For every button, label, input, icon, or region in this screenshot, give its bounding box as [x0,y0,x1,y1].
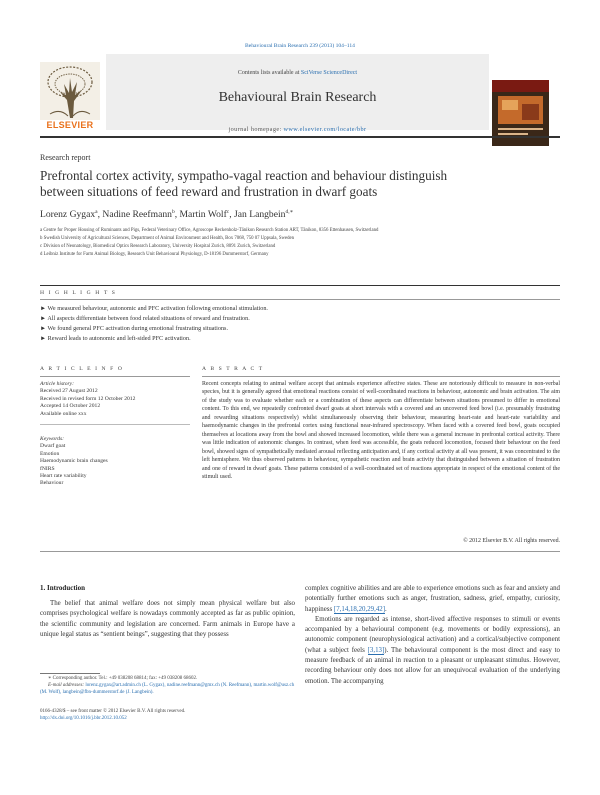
keyword: Dwarf goat [40,443,66,450]
author-affiliation-mark: a [95,209,98,215]
article-title-line-2: between situations of feed reward and frustration in dwarf goats [40,184,378,199]
email-links[interactable]: lorenz.gygax@art.admin.ch (L. Gygax), nadine.reefmann@gmx.ch (N. Reefmann), martin.wolf@usz.ch (M. Wolf), langbein@fbn-dummerstorf.de (J. Langbein). [40,683,295,695]
article-type: Research report [40,153,91,162]
introduction-paragraph [305,615,560,687]
citation-link[interactable]: [3,13] [367,646,385,654]
publisher-logo-text: ELSEVIER [46,120,94,130]
history-entry: Available online xxx [40,410,87,417]
author-name[interactable]: Lorenz Gygax [40,209,96,221]
abstract-text: Recent concepts relating to animal welfare accept that animals experience affective states. These are notoriously difficult to measure in non-verbal species, but it is generally agreed that emotional reactions consist of well-coordinated reactions in behaviour, autonomic and brain activation. The aim of the study was to evaluate whether each or a combination of these aspects can differentiate between situations presumed to differ in emotional content. To this end, we repeatedly confronted dwarf goats at short intervals with a covered and an uncovered feed bowl (i.e. presumably frustrating and rewarding situations respectively) whilst simultaneously observing their behaviour, measuring heart-rate and heart-rate variability and haemodynamic changes in the prefrontal cortex using functional near-infrared spectroscopy. When faced with a covered feed bowl, goats occupied themselves at locations away from the bowl and showed increased locomotion, while there was a general increase in prefrontal cortical activity. There was little indication of autonomic changes. In contrast, when feed was accessible, the goats reduced locomotion, focused their behaviour on the feed bowl, showed signs of sympathetically mediated arousal reflecting anticipation and, if any cortical activity at all was present, it was concentrated to the left hemisphere. We thus observed patterns in behaviour, sympathetic reaction and brain activity that distinguished between a situation of frustration and one of reward in dwarf goats. These patterns consisted of a well-coordinated set of reactions appropriate in respect of the emotional content of the stimuli used. [202,381,560,480]
paragraph-text: Emotions are regarded as intense, short-lived affective responses to stimuli or events accompanied by a behavioural component (e.g. movements or bodily expressions), an autonomic component (neurophysiological activation) and a cortical/subjective component (what a subject feels [305,615,560,654]
article-title-line-1: Prefrontal cortex activity, sympatho-vagal reaction and behaviour distinguish [40,168,448,183]
highlight-item: ► We found general PFC activation during emotional frustrating situations. [40,325,229,332]
keyword: Heart rate variability [40,473,87,480]
email-addresses [40,683,295,696]
highlights-top-rule [40,285,560,286]
footnote-rule [40,673,100,674]
author-name[interactable]: Jan Langbein [234,209,286,221]
keywords [40,436,190,488]
affiliation: d Leibniz Institute for Farm Animal Biology, Research Unit Behavioural Physiology, D-18196 Dummerstorf, Germany [40,252,269,257]
doi-link[interactable]: http://dx.doi.org/10.1016/j.bbr.2012.10.052 [40,716,127,721]
contents-line [106,70,489,76]
sciencedirect-link[interactable]: SciVerse ScienceDirect [300,70,358,76]
keyword: Haemodynamic brain changes [40,458,108,465]
article-title [40,168,560,200]
paragraph-text: ). The behavioural component is the most direct and easy to measure feedback of an animal in reaction to a pleasant or unpleasant stimulus. However, recording behaviour only does not allow for an unequivocal evaluation of the underlying emotion. The accompanying [305,646,560,685]
journal-title: Behavioural Brain Research [218,90,377,105]
issn-line: 0166-4328/$ – see front matter © 2012 Elsevier B.V. All rights reserved. [40,709,186,714]
affiliation: c Division of Neonatology, Biomedical Optics Research Laboratory, University Hospital Zurich, 8091 Zurich, Switzerland [40,244,276,249]
keyword: Emotion [40,450,60,457]
history-entry: Accepted 14 October 2012 [40,403,101,410]
homepage-prefix: journal homepage: [228,126,284,133]
abstract-bottom-rule [40,551,560,552]
history-entry: Received in revised form 12 October 2012 [40,395,136,402]
highlight-item: ► Reward leads to autonomic and left-sided PFC activation. [40,335,191,342]
highlights-heading: H I G H L I G H T S [40,290,117,296]
keyword: Behaviour [40,480,64,487]
paragraph-text: . [385,605,387,613]
article-info-heading: A R T I C L E I N F O [40,366,124,372]
article-history-label: Article history: [40,381,75,387]
introduction-paragraph [305,584,560,615]
abstract-heading: A B S T R A C T [202,366,264,372]
keywords-label: Keywords: [40,436,65,442]
header-divider [40,136,560,138]
introduction-heading: 1. Introduction [40,584,85,592]
author-name[interactable]: Nadine Reefmann [102,209,172,221]
article-info-divider [40,424,190,425]
keyword: fNIRS [40,465,55,472]
citation-link[interactable]: [7,14,18,20,29,42] [333,605,386,613]
author-name[interactable]: Martin Wolf [179,209,227,221]
introduction-paragraph: The belief that animal welfare does not simply mean physical welfare but also comprises psychological welfare is nowadays commonly accepted as far as public opinion, the scientific community and legislation are concerned. Farm animals in Europe have a unique legal status as “sentient beings”, suggesting that they possess [40,600,295,638]
author-affiliation-mark: c [226,209,230,215]
highlight-item: ► All aspects differentiate between food related situations of reward and frustration. [40,315,250,322]
author-list: Lorenz Gygax$^a$, Nadine Reefmann$^b$, Martin Wolf$^c$, Jan Langbein$^{d,∗}$ [40,209,294,221]
copyright-notice: © 2012 Elsevier B.V. All rights reserved. [463,538,560,544]
article-history [40,381,190,418]
elsevier-logo [40,62,100,130]
highlights-rule [40,299,560,300]
history-entry: Received 27 August 2012 [40,388,98,395]
homepage-link[interactable]: www.elsevier.com/locate/bbr [283,126,367,133]
affiliation: a Centre for Proper Housing of Ruminants and Pigs, Federal Veterinary Office, Agroscope Reckenholz-Tänikon Research Station ART, Tänikon, 8356 Ettenhausen, Switzerland [40,228,379,233]
abstract-rule [202,376,560,377]
corresponding-author-note: ∗ Corresponding author. Tel.: +49 038208 68814; fax: +49 038208 68602. [48,676,198,681]
contents-prefix: Contents lists available at [237,70,301,76]
journal-homepage [106,126,489,133]
article-info-rule [40,376,190,377]
journal-reference: Behavioural Brain Research 239 (2013) 104–114 [245,43,355,49]
author-affiliation-mark: b [171,209,175,215]
affiliation: b Swedish University of Agricultural Sciences, Department of Animal Environment and Health, Box 7068, 750 07 Uppsala, Sweden [40,236,295,241]
introduction-column-2 [305,584,560,687]
paragraph-text: complex cognitive abilities and are able to experience emotions such as fear and anxiety and potentially further emotions such as anger, frustration, sadness, grief, empathy, curiosity, happiness [305,585,560,613]
highlight-item: ► We measured behaviour, autonomic and PFC activation following emotional stimulation. [40,305,268,312]
email-label: E-mail addresses: [48,683,86,688]
author-affiliation-mark: d,∗ [285,209,294,215]
